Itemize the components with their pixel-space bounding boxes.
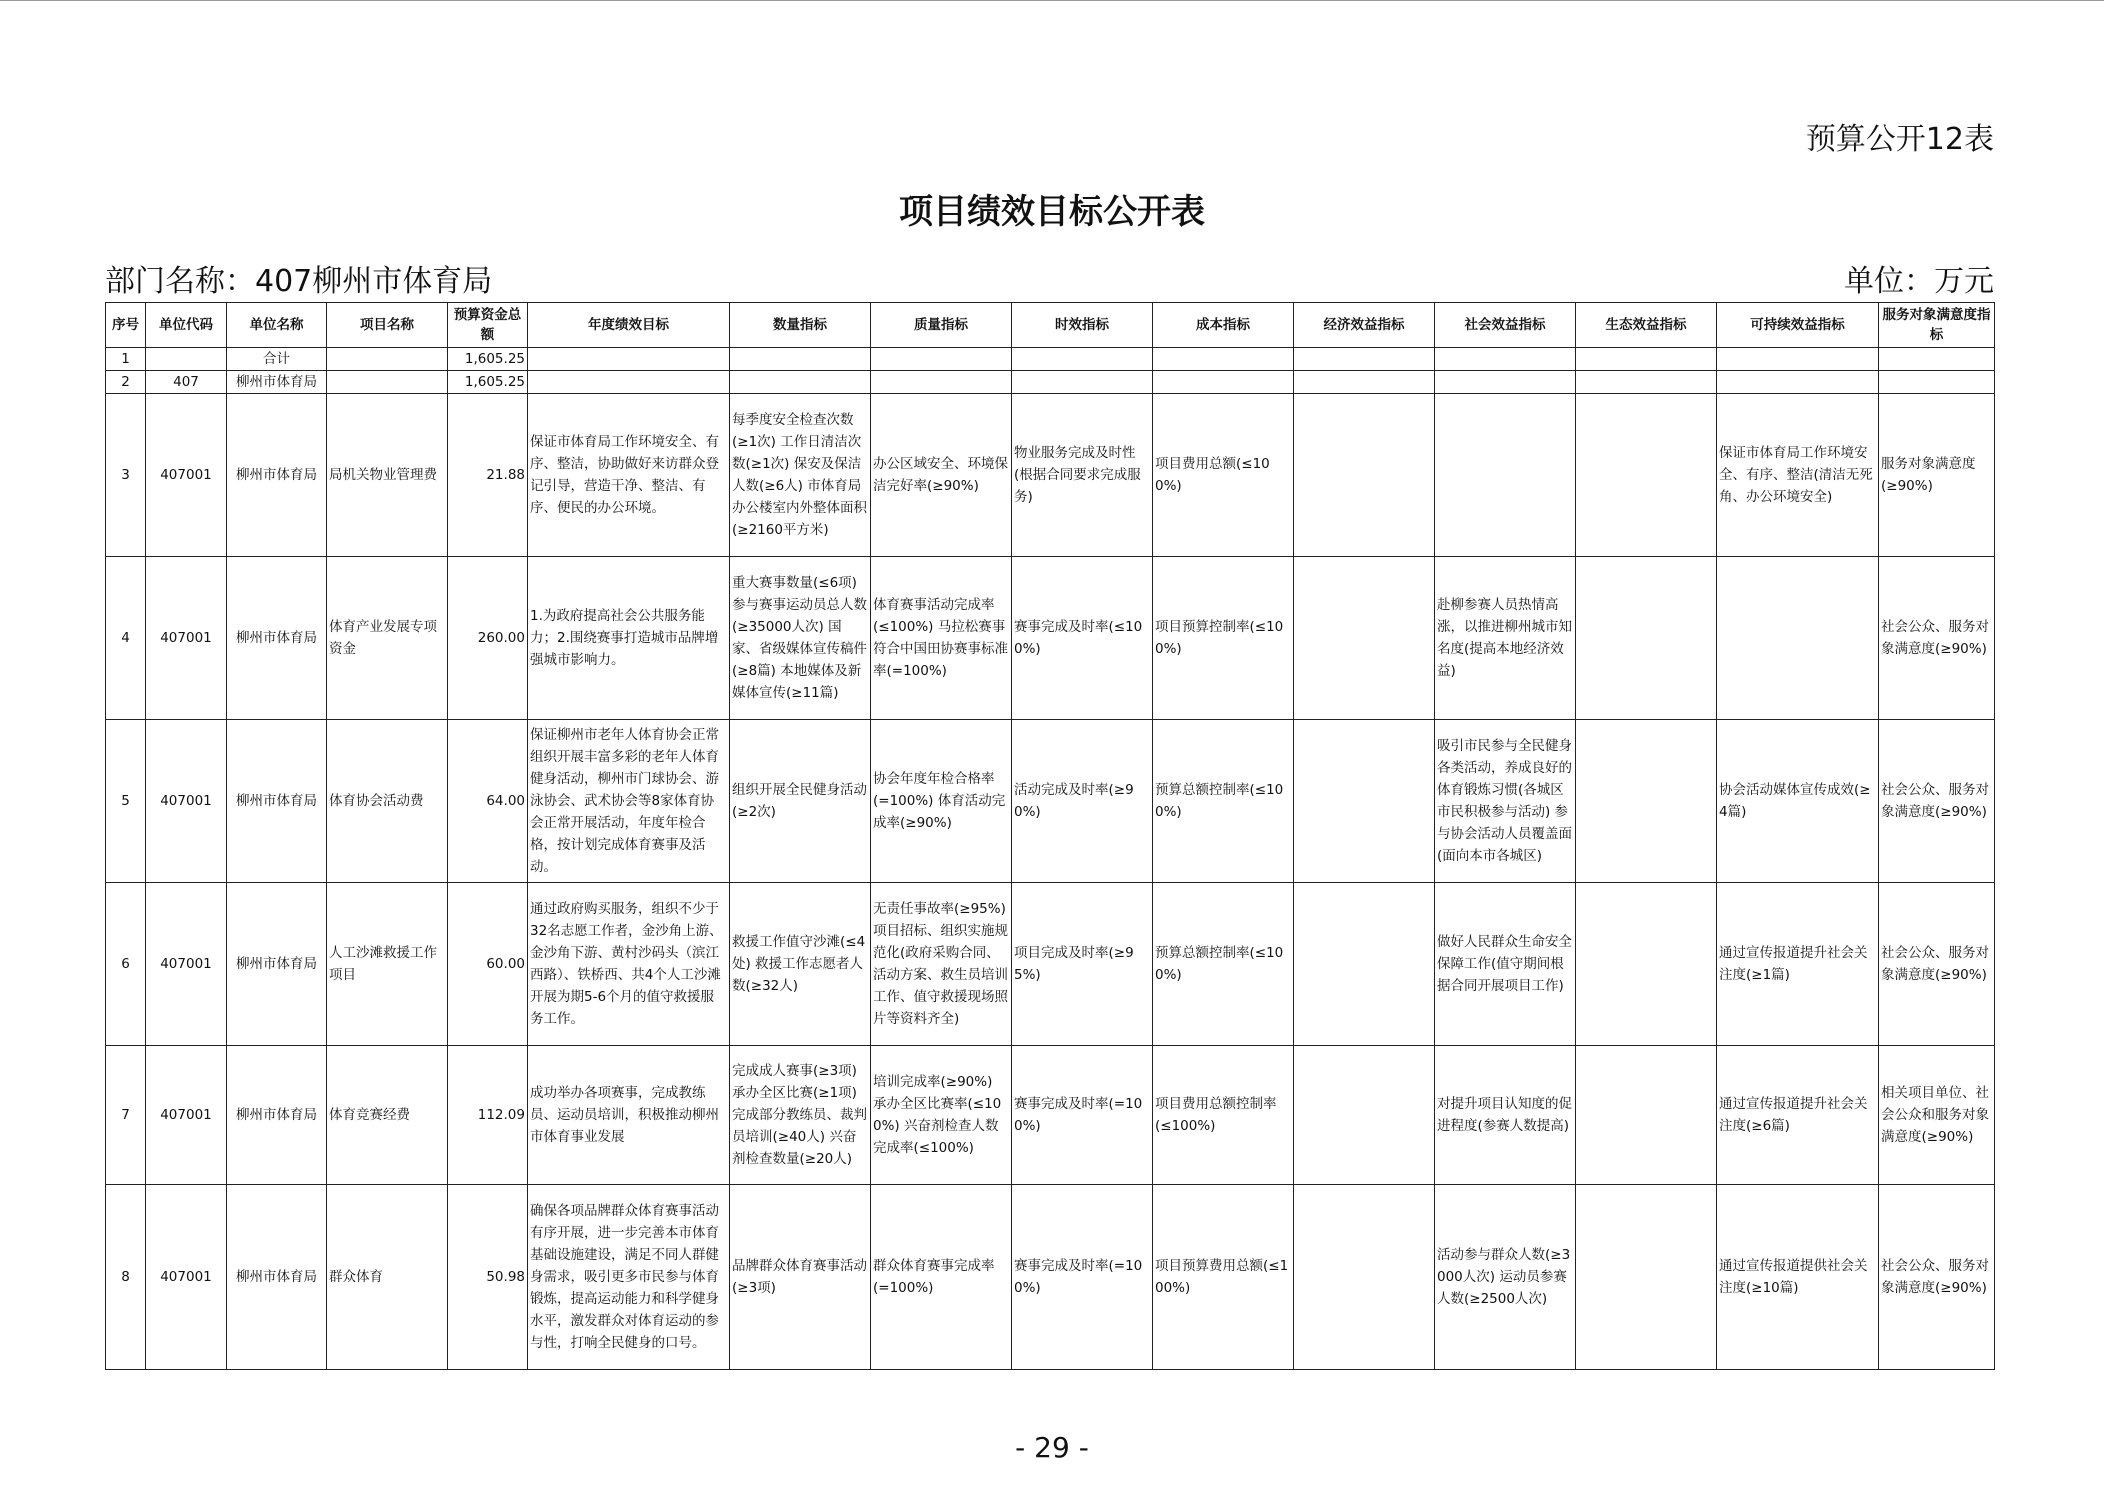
- table-cell: [1153, 371, 1294, 394]
- table-cell: 每季度安全检查次数(≥1次) 工作日清洁次数(≥1次) 保安及保洁人数(≥6人) 市体育局办公楼室内外整体面积(≥2160平方米): [730, 394, 871, 557]
- table-cell: 柳州市体育局: [227, 720, 327, 883]
- table-cell: 407001: [146, 1185, 227, 1370]
- table-cell: [1717, 348, 1879, 371]
- table-cell: [1012, 371, 1153, 394]
- table-cell: 项目预算费用总额(≤100%): [1153, 1185, 1294, 1370]
- table-cell: 救援工作值守沙滩(≤4处) 救援工作志愿者人数(≥32人): [730, 883, 871, 1046]
- table-cell: 赛事完成及时率(=100%): [1012, 1185, 1153, 1370]
- table-cell: 260.00: [448, 557, 528, 720]
- table-cell: 赛事完成及时率(=100%): [1012, 1046, 1153, 1185]
- header-cell: 预算资金总额: [448, 303, 528, 348]
- table-cell: 群众体育赛事完成率(=100%): [871, 1185, 1012, 1370]
- table-cell: 407001: [146, 394, 227, 557]
- table-cell: [1294, 557, 1435, 720]
- table-row: [106, 348, 1995, 371]
- table-cell: 64.00: [448, 720, 528, 883]
- header-cell: 成本指标: [1153, 303, 1294, 348]
- table-cell: [1576, 371, 1717, 394]
- table-cell: [528, 371, 730, 394]
- table-cell: 柳州市体育局: [227, 883, 327, 1046]
- table-cell: 成功举办各项赛事，完成教练员、运动员培训，积极推动柳州市体育事业发展: [528, 1046, 730, 1185]
- table-cell: 1,605.25: [448, 371, 528, 394]
- table-cell: 407001: [146, 720, 227, 883]
- table-cell: [1294, 720, 1435, 883]
- header-cell: 经济效益指标: [1294, 303, 1435, 348]
- table-header-row: [106, 303, 1995, 348]
- table-cell: 407: [146, 371, 227, 394]
- table-cell: [327, 371, 448, 394]
- table-row: [106, 394, 1995, 557]
- table-cell: 7: [106, 1046, 146, 1185]
- table-cell: [1435, 348, 1576, 371]
- table-cell: [871, 348, 1012, 371]
- table-cell: 60.00: [448, 883, 528, 1046]
- header-cell: 社会效益指标: [1435, 303, 1576, 348]
- table-cell: [1294, 1046, 1435, 1185]
- header-cell: 数量指标: [730, 303, 871, 348]
- table-cell: [1576, 1046, 1717, 1185]
- table-cell: 物业服务完成及时性(根据合同要求完成服务): [1012, 394, 1153, 557]
- table-cell: 人工沙滩救援工作项目: [327, 883, 448, 1046]
- table-cell: 无责任事故率(≥95%) 项目招标、组织实施规范化(政府采购合同、活动方案、救生员培训工作、值守救援现场照片等资料齐全): [871, 883, 1012, 1046]
- table-cell: 项目费用总额(≤100%): [1153, 394, 1294, 557]
- table-cell: 社会公众、服务对象满意度(≥90%): [1879, 1185, 1995, 1370]
- table-row: [106, 1046, 1995, 1185]
- header-cell: 单位代码: [146, 303, 227, 348]
- table-cell: 柳州市体育局: [227, 1185, 327, 1370]
- table-cell: [1294, 348, 1435, 371]
- table-row: [106, 883, 1995, 1046]
- header-cell: 年度绩效目标: [528, 303, 730, 348]
- table-row: [106, 1185, 1995, 1370]
- table-cell: 重大赛事数量(≤6项) 参与赛事运动员总人数(≥35000人次) 国家、省级媒体宣传稿件(≥8篇) 本地媒体及新媒体宣传(≥11篇): [730, 557, 871, 720]
- table-cell: 3: [106, 394, 146, 557]
- table-cell: [1294, 394, 1435, 557]
- table-row: [106, 720, 1995, 883]
- table-cell: 112.09: [448, 1046, 528, 1185]
- table-cell: [730, 348, 871, 371]
- table-cell: [1879, 371, 1995, 394]
- table-cell: 社会公众、服务对象满意度(≥90%): [1879, 883, 1995, 1046]
- table-cell: 柳州市体育局: [227, 394, 327, 557]
- table-cell: 407001: [146, 883, 227, 1046]
- table-cell: 社会公众、服务对象满意度(≥90%): [1879, 557, 1995, 720]
- table-cell: 项目预算控制率(≤100%): [1153, 557, 1294, 720]
- table-cell: [528, 348, 730, 371]
- table-cell: 体育赛事活动完成率(≤100%) 马拉松赛事符合中国田协赛事标准率(=100%): [871, 557, 1012, 720]
- table-cell: 活动完成及时率(≥90%): [1012, 720, 1153, 883]
- table-cell: 做好人民群众生命安全保障工作(值守期间根据合同开展项目工作): [1435, 883, 1576, 1046]
- table-cell: [1294, 371, 1435, 394]
- table-cell: 21.88: [448, 394, 528, 557]
- table-cell: 体育协会活动费: [327, 720, 448, 883]
- table-cell: 赴柳参赛人员热情高涨，以推进柳州城市知名度(提高本地经济效益): [1435, 557, 1576, 720]
- table-cell: 对提升项目认知度的促进程度(参赛人数提高): [1435, 1046, 1576, 1185]
- table-cell: 5: [106, 720, 146, 883]
- table-row: [106, 371, 1995, 394]
- table-cell: 柳州市体育局: [227, 1046, 327, 1185]
- table-cell: 1: [106, 348, 146, 371]
- table-cell: 项目完成及时率(≥95%): [1012, 883, 1153, 1046]
- table-cell: [730, 371, 871, 394]
- table-cell: [1576, 557, 1717, 720]
- table-cell: [1717, 371, 1879, 394]
- header-cell: 可持续效益指标: [1717, 303, 1879, 348]
- page-number: - 29 -: [1015, 1431, 1089, 1464]
- department-name: 部门名称：407柳州市体育局: [105, 264, 493, 299]
- table-cell: 群众体育: [327, 1185, 448, 1370]
- header-cell: 质量指标: [871, 303, 1012, 348]
- table-number: 预算公开12表: [1805, 122, 1994, 157]
- table-cell: 50.98: [448, 1185, 528, 1370]
- table-cell: [1294, 883, 1435, 1046]
- table-cell: [1576, 1185, 1717, 1370]
- table-cell: [871, 371, 1012, 394]
- table-cell: 品牌群众体育赛事活动(≥3项): [730, 1185, 871, 1370]
- table-cell: 服务对象满意度(≥90%): [1879, 394, 1995, 557]
- table-cell: 保证市体育局工作环境安全、有序、整洁，协助做好来访群众登记引导，营造干净、整洁、有序、便民的办公环境。: [528, 394, 730, 557]
- table-cell: [1576, 883, 1717, 1046]
- table-cell: [1012, 348, 1153, 371]
- table-cell: [327, 348, 448, 371]
- table-cell: 2: [106, 371, 146, 394]
- header-cell: 时效指标: [1012, 303, 1153, 348]
- table-cell: [146, 348, 227, 371]
- table-cell: [1294, 1185, 1435, 1370]
- table-cell: 完成成人赛事(≥3项) 承办全区比赛(≥1项) 完成部分教练员、裁判员培训(≥40人) 兴奋剂检查数量(≥20人): [730, 1046, 871, 1185]
- table-cell: 社会公众、服务对象满意度(≥90%): [1879, 720, 1995, 883]
- table-cell: 保证市体育局工作环境安全、有序、整洁(清洁无死角、办公环境安全): [1717, 394, 1879, 557]
- table-cell: [1576, 720, 1717, 883]
- table-cell: 预算总额控制率(≤100%): [1153, 720, 1294, 883]
- table-cell: 体育竞赛经费: [327, 1046, 448, 1185]
- table-cell: 合计: [227, 348, 327, 371]
- table-cell: 通过宣传报道提升社会关注度(≥6篇): [1717, 1046, 1879, 1185]
- table-cell: 407001: [146, 1046, 227, 1185]
- table-cell: [1153, 348, 1294, 371]
- unit-label: 单位：万元: [1844, 264, 1994, 299]
- table-cell: [1879, 348, 1995, 371]
- table-cell: 协会活动媒体宣传成效(≥4篇): [1717, 720, 1879, 883]
- table-cell: 确保各项品牌群众体育赛事活动有序开展，进一步完善本市体育基础设施建设，满足不同人群健身需求，吸引更多市民参与体育锻炼，提高运动能力和科学健身水平，激发群众对体育运动的参与性，打响全民健身的口号。: [528, 1185, 730, 1370]
- table-cell: 吸引市民参与全民健身各类活动，养成良好的体育锻炼习惯(各城区市民积极参与活动) 参与协会活动人员覆盖面(面向本市各城区): [1435, 720, 1576, 883]
- header-cell: 序号: [106, 303, 146, 348]
- header-cell: 单位名称: [227, 303, 327, 348]
- table-cell: 通过宣传报道提供社会关注度(≥10篇): [1717, 1185, 1879, 1370]
- table-row: [106, 557, 1995, 720]
- top-rule: [0, 0, 2104, 1]
- table-cell: 通过宣传报道提升社会关注度(≥1篇): [1717, 883, 1879, 1046]
- table-cell: 6: [106, 883, 146, 1046]
- header-cell: 服务对象满意度指标: [1879, 303, 1995, 348]
- table-cell: [1576, 348, 1717, 371]
- table-cell: 项目费用总额控制率(≤100%): [1153, 1046, 1294, 1185]
- table-cell: 通过政府购买服务，组织不少于32名志愿工作者，金沙角上游、金沙角下游、黄村沙码头（滨江西路）、铁桥西、共4个人工沙滩开展为期5-6个月的值守救援服务工作。: [528, 883, 730, 1046]
- table-cell: 活动参与群众人数(≥3000人次) 运动员参赛人数(≥2500人次): [1435, 1185, 1576, 1370]
- table-cell: 组织开展全民健身活动(≥2次): [730, 720, 871, 883]
- table-cell: 1,605.25: [448, 348, 528, 371]
- table-cell: 柳州市体育局: [227, 557, 327, 720]
- table-cell: 局机关物业管理费: [327, 394, 448, 557]
- table-cell: [1435, 394, 1576, 557]
- header-cell: 生态效益指标: [1576, 303, 1717, 348]
- table-cell: 相关项目单位、社会公众和服务对象满意度(≥90%): [1879, 1046, 1995, 1185]
- table-cell: 407001: [146, 557, 227, 720]
- table-cell: 4: [106, 557, 146, 720]
- table-cell: 办公区域安全、环境保洁完好率(≥90%): [871, 394, 1012, 557]
- table-cell: 预算总额控制率(≤100%): [1153, 883, 1294, 1046]
- table-cell: 保证柳州市老年人体育协会正常组织开展丰富多彩的老年人体育健身活动，柳州市门球协会、游泳协会、武术协会等8家体育协会正常开展活动，年度年检合格，按计划完成体育赛事及活动。: [528, 720, 730, 883]
- table-cell: 协会年度年检合格率(=100%) 体育活动完成率(≥90%): [871, 720, 1012, 883]
- table-cell: 柳州市体育局: [227, 371, 327, 394]
- performance-table: [105, 302, 1995, 1370]
- table-cell: [1576, 394, 1717, 557]
- header-cell: 项目名称: [327, 303, 448, 348]
- table-cell: [1435, 371, 1576, 394]
- table-cell: [1717, 557, 1879, 720]
- table-cell: 体育产业发展专项资金: [327, 557, 448, 720]
- page-title: 项目绩效目标公开表: [899, 192, 1205, 232]
- table-cell: 赛事完成及时率(≤100%): [1012, 557, 1153, 720]
- table-cell: 1.为政府提高社会公共服务能力；2.围绕赛事打造城市品牌增强城市影响力。: [528, 557, 730, 720]
- table-cell: 8: [106, 1185, 146, 1370]
- table-cell: 培训完成率(≥90%) 承办全区比赛率(≤100%) 兴奋剂检查人数完成率(≤100%): [871, 1046, 1012, 1185]
